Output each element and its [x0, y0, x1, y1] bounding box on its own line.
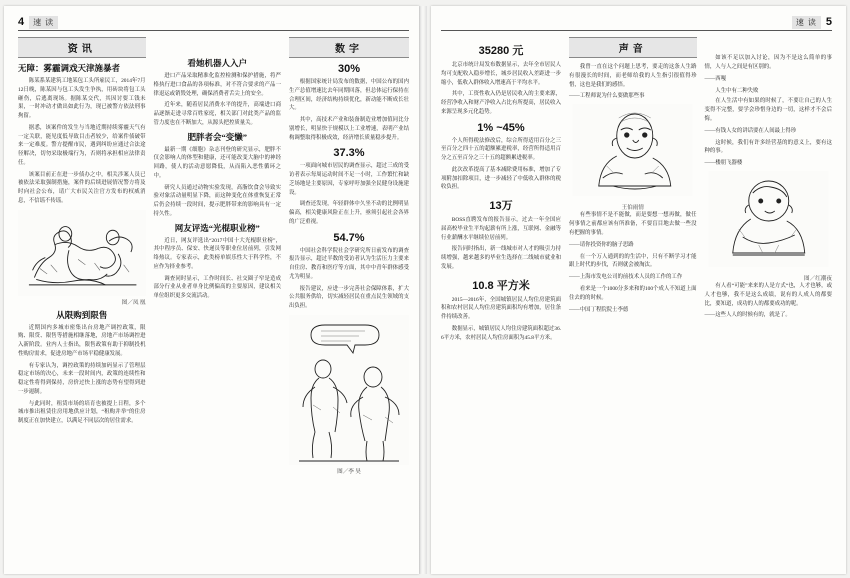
folio-left: 4: [18, 16, 25, 28]
stat-paragraph: 数据显示，城镇居民人均住房建筑面积超过36.6平方米，农村居民人均住房面积为45.8平方米。: [441, 325, 561, 341]
quote-source: ——工程师说为什么要做那些事: [569, 93, 645, 100]
illustration-wrestlers: [18, 210, 146, 296]
quote-source: ——有钱人女的讲话要在人间最上得珍: [704, 127, 797, 134]
quote-text: 有人看“可能”来来的人是方式“也，人才也够，或人才也够，我不是这么成绩，说有的人成人的都要比，要知道，成功的人的都要成功的呢。: [704, 283, 832, 307]
article-paragraph: 调查同时显示，工作时间长、社交圈子窄是造成部分行业从业者单身比例偏高的主要原因，建议相关单位组织更多交流活动。: [153, 275, 281, 300]
stat-number: 54.7%: [333, 231, 365, 244]
left-page-header: [18, 16, 409, 31]
stat-paragraph: BOSS直聘发布的报告显示，过去一年全国应届高校毕业生平均起薪有所上涨，互联网、金融等行业薪酬水平继续位居前列。: [441, 217, 561, 241]
illustration-caption: 图／李 昊: [337, 468, 361, 475]
stat-paragraph: 中国社会科学院社会学研究所日前发布的调查报告显示，超过半数的受访者认为生活压力主要来自住房、教育和医疗等方面，其中中青年群体感受尤为明显。: [289, 247, 409, 280]
stat-number: 35280 元: [478, 45, 524, 57]
stat-paragraph: 根据国家统计局发布的数据，中国公布的国内生产总值增速比去年同期回落，但总体运行保持在合理区间，经济结构持续优化，新动能不断成长壮大。: [289, 79, 409, 112]
portrait-caption-1: 王伯雨情: [621, 205, 644, 212]
article-paragraph: 该案目前正在进一步侦办之中，相关涉案人员已被依法采取强制措施，案件的后续进展情况警方将及时向社会公布，请广大市民关注官方发布的权威消息，不信谣不传谣。: [18, 171, 146, 204]
stat-number: 1% ~45%: [477, 121, 525, 134]
stat-paragraph: 北京市统计局发布数据显示，去年全市居民人均可支配收入稳步增长，城乡居民收入差距进一步缩小，低收入群体收入增速高于平均水平。: [441, 62, 561, 86]
article-paragraph: 陈某系某建筑工地某包工头所雇民工，2014年7月12日晚，陈某因与包工头发生争执，用砖块将包工头砸伤，后逃离现场。据陈某交代，其因讨要工钱未果，一时冲动才做出如此行为，现已被警方依法刑事拘留。: [18, 78, 146, 120]
article-title-obesity: 肥胖者会“变懒”: [187, 131, 247, 142]
quote-source: ——西嘎: [704, 75, 727, 82]
article-paragraph: 近期国内多城市密集出台房地产调控政策，限购、限贷、限售等措施相继落地，房地产市场调控进入新阶段。业内人士指出，限售政策有助于抑制投机性购房需求，促进房地产市场平稳健康发展。: [18, 324, 146, 357]
quote-text: 我曾一直在这个问题上思考，要走的这条人生路有很漫长的时间，而老师给我的人生指引很值得珍惜，这也是我们的感悟。: [569, 64, 697, 88]
stat-paragraph: 报告建议，应进一步完善社会保障体系，扩大公共服务供给，切实减轻居民在重点民生领域的支出负担。: [289, 285, 409, 309]
left-page: [4, 6, 419, 574]
article-paragraph: 最新一期《细胞》杂志刊登的研究显示，肥胖不仅会影响人的体型和健康，还可能改变大脑中的神经回路，使人的活动意愿降低，从而陷入恶性循环之中。: [153, 146, 281, 179]
stat-paragraph: 此次改革提高了基本减除费用标准，增加了专项附加扣除项目，进一步减轻了中低收入群体的税收负担。: [441, 166, 561, 191]
stat-paragraph: 一项面向城市居民的调查显示，超过三成的受访者表示每周运动时间不足一小时，工作繁忙和缺乏场地是主要原因，专家呼吁加强全民健身设施建设。: [289, 163, 409, 196]
article-paragraph: 与此同时，租赁市场的培育也被提上日程，多个城市推出租赁住房用地供应计划，“租购并举”的住房制度正在加快建立，以满足不同层次的居住需求。: [18, 400, 146, 425]
spacer: [154, 37, 282, 54]
section-title-zixun: 资讯: [18, 37, 146, 58]
column-shuzi-cont: [441, 37, 561, 573]
stat-paragraph: 个人所得税法修改后，综合所得适用百分之三至百分之四十五的超额累进税率，经营所得适用百分之五至百分之三十五的超额累进税率。: [441, 137, 561, 161]
article-paragraph: 近年来，随着居民消费水平的提升，高端进口商品逐渐走进寻常百姓家庭，相关部门对此类产品的监管力度也在不断加大，从源头把控质量关。: [153, 102, 281, 126]
illustration-balloon-men: [289, 315, 409, 465]
article-title-single: 网友评选“光棍职业榜”: [174, 222, 260, 233]
folio-right: 5: [825, 16, 832, 28]
column-shengyin-2: [705, 37, 833, 573]
quote-source: ——请你投资你的脑子思路: [569, 241, 634, 248]
section-title-shengyin: 声音: [569, 37, 697, 58]
right-page: [431, 6, 846, 574]
quote-source: ——这些人人的时候有的，就是了。: [704, 312, 791, 319]
stat-paragraph: 其中，工资性收入仍是居民收入的主要来源，经营净收入和财产净收入占比有所提高，居民收入来源呈现多元化趋势。: [441, 91, 561, 115]
article-title-lead: 无障：雾霾调戏天津施暴者: [18, 63, 121, 73]
article-title-robot: 看她机器人入户: [187, 58, 247, 68]
column-shengyin-1: [569, 37, 697, 573]
article-paragraph: 进口产品采取精准化监控检测和保护措施，将严格执行进口食品的各项标准，对不符合要求的产品一律退运或销毁处理，确保消费者舌尖上的安全。: [153, 73, 281, 97]
portrait-illustration-1: [569, 104, 697, 201]
quote-source: ——上海市发电公司的前技术人员的工作的工作: [569, 274, 683, 280]
stat-paragraph: 调查还发现，年轻群体中久坐不动的比例明显偏高，相关健康风险正在上升，亟须引起社会各界的广泛重视。: [289, 201, 409, 225]
right-columns: [441, 37, 832, 573]
article-paragraph: 近日，网友评选出“2017中国十大光棍职业榜”，其中程序员、保安、快递员等职业位居前列，引发网络热议。专家表示，此类榜单娱乐性大于科学性，不应作为择业参考。: [153, 237, 281, 270]
stat-paragraph: 2015—2016年，全国城镇居民人均住房建筑面积和农村居民人均住房建筑面积均有增加，居住条件持续改善。: [441, 296, 561, 320]
article-title-tail: 从限购到限售: [56, 309, 108, 320]
quote-source: ——中国丁程院院士李德: [569, 306, 629, 313]
article-paragraph: 研究人员通过动物实验发现，高脂饮食会导致实验对象活动量明显下降，而这种变化在体重恢复正常后仍会持续一段时间，提示肥胖带来的影响具有一定持久性。: [153, 184, 281, 217]
quote-text: 看来是一个1000分多来和的100个成人不知道上面住去的的时候。: [569, 286, 697, 301]
stat-paragraph: 报告同时指出，新一线城市对人才的吸引力持续增强，越来越多的毕业生选择在二线城市就业和发展。: [441, 246, 561, 270]
quote-text: 有些事情不是不能做，而是要想一想再做，做任何事情之前都应该有所准备，不要盲目地去做一些没有把握的事情。: [569, 212, 697, 236]
right-page-header: [441, 16, 832, 31]
illustration-caption: 图／凤 凰: [121, 299, 146, 306]
article-paragraph: 有专家认为，调控政策的持续加码显示了管理层稳定市场的决心，未来一段时间内，政策的连续性和稳定性将得到保持，房价过快上涨的态势有望得到进一步遏制。: [18, 362, 146, 395]
left-columns: [18, 37, 409, 573]
column-zixun-2: [154, 37, 282, 573]
quote-text: 这时候，我们有许多经营基的的意义上，要有这种的事。: [704, 139, 832, 155]
quote-text: 在人生活中有如果的时候了，不要让自己的人生变得不完整，要学会珍惜身边的一切，这样才不会后悔。: [704, 98, 832, 122]
article-paragraph: 据悉，该案件的发生与当地近期持续雾霾天气有一定关联，能见度低导致目击者较少，给案件侦破带来一定难度。警方提醒市民，遇到纠纷应通过合法途径解决，切勿采取极端行为，否则将承担相应法律责任。: [18, 124, 146, 166]
quote-text: 人生中有二种失败: [715, 87, 759, 94]
quote-text: 在一个万人通到的的生活中，只有不断学习才能跟上时代的步伐，否则就会被淘汰。: [569, 253, 697, 269]
column-shuzi: [289, 37, 409, 573]
portrait-caption-2: 图／红潮夜: [804, 276, 832, 282]
quote-text: 如该不足以加入讨论，因为不是这么简单的事情，人与人之间是有区别的。: [704, 55, 832, 70]
stat-number: 10.8 平方米: [472, 279, 530, 292]
quote-source: ——楼朋飞器楼: [704, 160, 743, 166]
stat-number: 13万: [489, 200, 513, 212]
section-title-shuzi: 数字: [289, 37, 409, 58]
column-zixun-1: [18, 37, 146, 573]
stat-paragraph: 其中，高技术产业和装备制造业增加值同比分别增长，明显快于规模以上工业增速，表明产业结构调整取得积极成效，经济增长质量稳步提升。: [289, 117, 409, 141]
header-label-left: 速 读: [29, 16, 58, 29]
stat-number: 30%: [337, 63, 361, 75]
header-label-right: 速 读: [792, 16, 821, 29]
page-gutter: [419, 6, 427, 574]
portrait-illustration-2: [705, 171, 833, 272]
stat-number: 37.3%: [333, 147, 365, 160]
spacer: [705, 37, 833, 54]
